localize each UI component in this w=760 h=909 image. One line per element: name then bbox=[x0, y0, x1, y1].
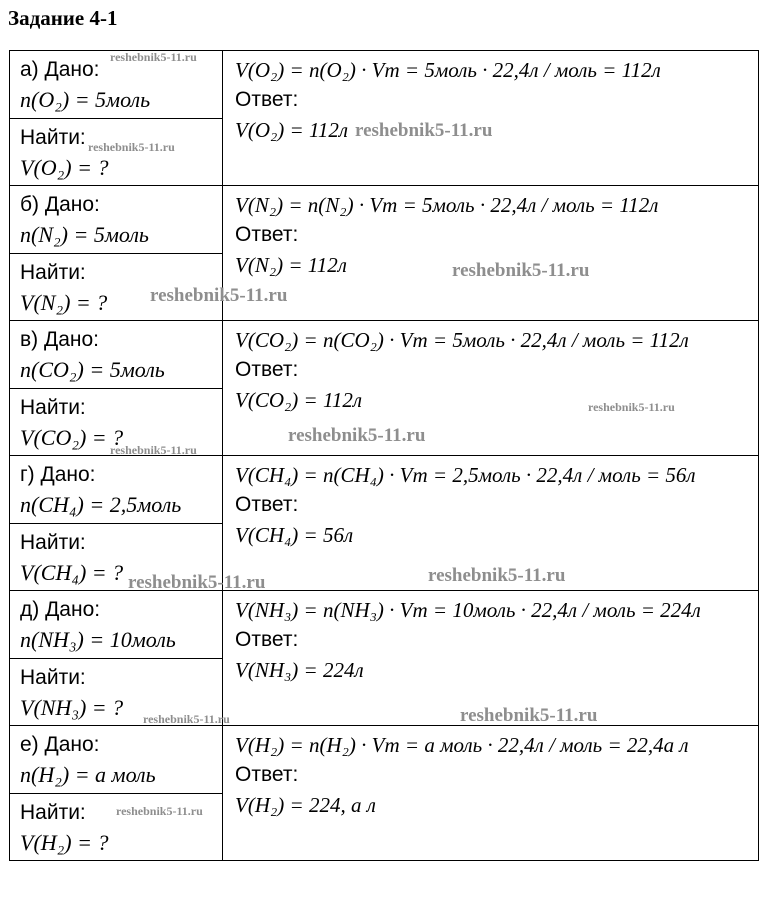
solution-formula: V(H₂) = n(H₂) · Vm = a моль · 22,4л / моль = 22,4a л bbox=[235, 733, 689, 757]
given-label: б) Дано: bbox=[20, 193, 100, 216]
given-block bbox=[10, 321, 222, 388]
watermark: reshebnik5-11.ru bbox=[460, 705, 598, 726]
find-value: V(O₂) = ? bbox=[20, 155, 109, 180]
answer-value: V(CO₂) = 112л bbox=[235, 388, 363, 412]
given-label: а) Дано: bbox=[20, 58, 100, 81]
answer-label: Ответ: bbox=[235, 493, 299, 516]
find-block bbox=[10, 658, 222, 725]
solution-block bbox=[223, 321, 758, 455]
answer-label: Ответ: bbox=[235, 763, 299, 786]
given-label: е) Дано: bbox=[20, 733, 100, 756]
solution-block bbox=[223, 51, 758, 185]
watermark: reshebnik5-11.ru bbox=[128, 572, 266, 593]
watermark: reshebnik5-11.ru bbox=[143, 712, 230, 726]
watermark: reshebnik5-11.ru bbox=[428, 565, 566, 586]
given-value: n(H₂) = a моль bbox=[20, 762, 156, 787]
solution-block bbox=[223, 591, 758, 725]
given-value: n(O₂) = 5моль bbox=[20, 87, 151, 112]
answer-label: Ответ: bbox=[235, 88, 299, 111]
given-label: д) Дано: bbox=[20, 598, 101, 621]
solution-block bbox=[223, 726, 758, 860]
watermark: reshebnik5-11.ru bbox=[355, 120, 493, 141]
find-block bbox=[10, 118, 222, 185]
page-title: Задание 4-1 bbox=[8, 6, 118, 30]
given-block bbox=[10, 591, 222, 658]
answer-label: Ответ: bbox=[235, 628, 299, 651]
solution-block bbox=[223, 186, 758, 320]
solution-formula: V(O₂) = n(O₂) · Vm = 5моль · 22,4л / моль = 112л bbox=[235, 58, 661, 82]
find-label: Найти: bbox=[20, 396, 86, 419]
given-find-cell bbox=[10, 726, 223, 861]
solution-cell bbox=[223, 456, 759, 591]
find-label: Найти: bbox=[20, 666, 86, 689]
given-block bbox=[10, 456, 222, 523]
find-label: Найти: bbox=[20, 261, 86, 284]
find-block bbox=[10, 388, 222, 455]
given-find-cell bbox=[10, 591, 223, 726]
solution-cell bbox=[223, 591, 759, 726]
answer-value: V(N₂) = 112л bbox=[235, 253, 347, 277]
solution-block bbox=[223, 456, 758, 590]
given-block bbox=[10, 726, 222, 793]
solution-formula: V(CH₄) = n(CH₄) · Vm = 2,5моль · 22,4л / моль = 56л bbox=[235, 463, 696, 487]
find-label: Найти: bbox=[20, 801, 86, 824]
find-label: Найти: bbox=[20, 126, 86, 149]
task-row bbox=[10, 321, 759, 456]
solution-formula: V(NH₃) = n(NH₃) · Vm = 10моль · 22,4л / моль = 224л bbox=[235, 598, 701, 622]
given-value: n(NH₃) = 10моль bbox=[20, 627, 176, 652]
solution-formula: V(CO₂) = n(CO₂) · Vm = 5моль · 22,4л / моль = 112л bbox=[235, 328, 689, 352]
find-value: V(NH₃) = ? bbox=[20, 695, 124, 720]
solution-cell bbox=[223, 321, 759, 456]
find-value: V(N₂) = ? bbox=[20, 290, 108, 315]
solution-cell bbox=[223, 186, 759, 321]
task-row bbox=[10, 456, 759, 591]
solution-cell bbox=[223, 51, 759, 186]
watermark: reshebnik5-11.ru bbox=[288, 425, 426, 446]
given-label: г) Дано: bbox=[20, 463, 96, 486]
find-block bbox=[10, 253, 222, 320]
given-label: в) Дано: bbox=[20, 328, 99, 351]
given-find-cell bbox=[10, 456, 223, 591]
find-value: V(CH₄) = ? bbox=[20, 560, 124, 585]
watermark: reshebnik5-11.ru bbox=[150, 285, 288, 306]
watermark: reshebnik5-11.ru bbox=[588, 400, 675, 414]
find-label: Найти: bbox=[20, 531, 86, 554]
watermark: reshebnik5-11.ru bbox=[110, 443, 197, 457]
answer-value: V(NH₃) = 224л bbox=[235, 658, 364, 682]
given-value: n(CH₄) = 2,5моль bbox=[20, 492, 182, 517]
answer-label: Ответ: bbox=[235, 223, 299, 246]
watermark: reshebnik5-11.ru bbox=[88, 140, 175, 154]
find-block bbox=[10, 523, 222, 590]
watermark: reshebnik5-11.ru bbox=[116, 804, 203, 818]
solution-cell bbox=[223, 726, 759, 861]
find-value: V(CO₂) = ? bbox=[20, 425, 124, 450]
given-find-cell bbox=[10, 186, 223, 321]
given-value: n(N₂) = 5моль bbox=[20, 222, 149, 247]
answer-label: Ответ: bbox=[235, 358, 299, 381]
given-value: n(CO₂) = 5моль bbox=[20, 357, 165, 382]
solution-formula: V(N₂) = n(N₂) · Vm = 5моль · 22,4л / моль = 112л bbox=[235, 193, 659, 217]
given-block bbox=[10, 186, 222, 253]
watermark: reshebnik5-11.ru bbox=[110, 50, 197, 64]
task-table bbox=[9, 50, 759, 861]
task-row bbox=[10, 726, 759, 861]
find-block bbox=[10, 793, 222, 860]
answer-value: V(CH₄) = 56л bbox=[235, 523, 354, 547]
answer-value: V(O₂) = 112л bbox=[235, 118, 349, 142]
given-find-cell bbox=[10, 51, 223, 186]
watermark: reshebnik5-11.ru bbox=[452, 260, 590, 281]
task-row bbox=[10, 186, 759, 321]
given-block bbox=[10, 51, 222, 118]
answer-value: V(H₂) = 224, a л bbox=[235, 793, 376, 817]
task-row bbox=[10, 51, 759, 186]
find-value: V(H₂) = ? bbox=[20, 830, 109, 855]
task-row bbox=[10, 591, 759, 726]
given-find-cell bbox=[10, 321, 223, 456]
